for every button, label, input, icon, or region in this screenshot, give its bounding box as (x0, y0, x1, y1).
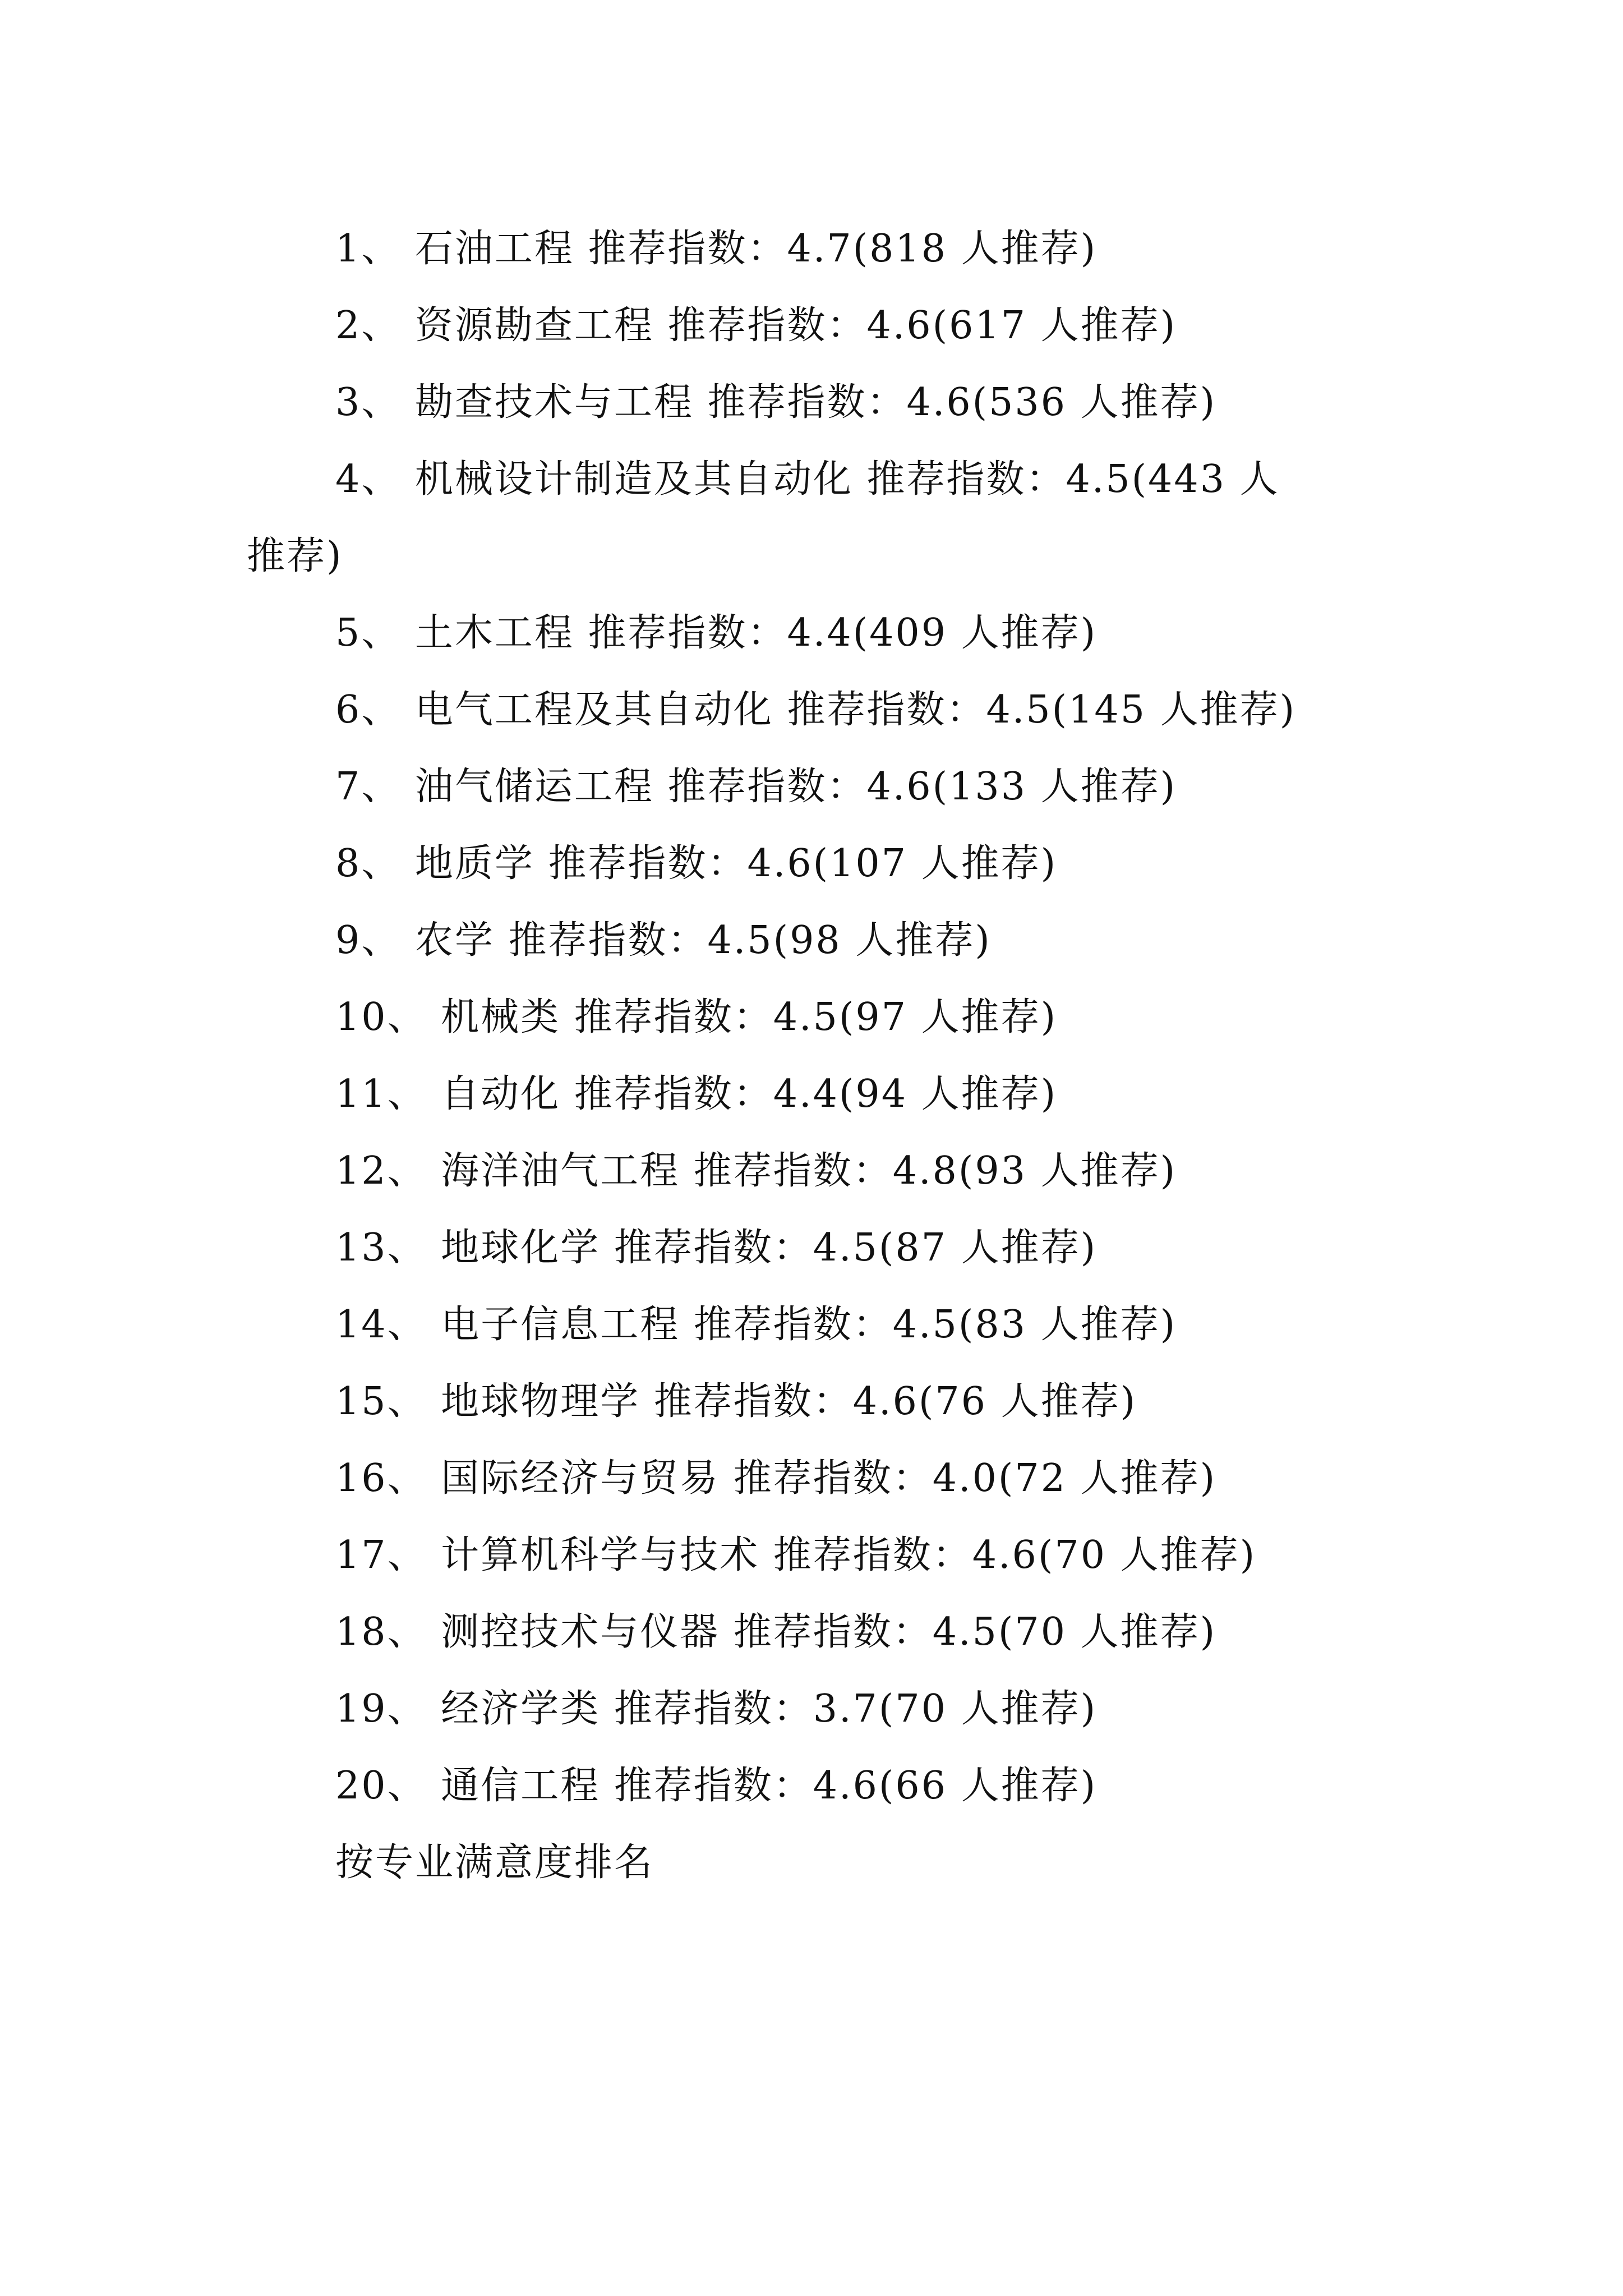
list-item (0, 1671, 1623, 1747)
list-item-text: 2、 资源勘查工程 推荐指数：4.6(617 人推荐) (335, 303, 1177, 348)
list-item (0, 825, 1623, 902)
list-item (0, 748, 1623, 825)
list-item (0, 1363, 1623, 1440)
list-item-text: 11、 自动化 推荐指数：4.4(94 人推荐) (335, 1072, 1058, 1116)
list-item (0, 364, 1623, 441)
list-item (0, 1747, 1623, 1824)
list-item (0, 1594, 1623, 1671)
major-ranking-list (0, 210, 1623, 1901)
list-item (0, 1517, 1623, 1594)
list-item (0, 441, 1623, 595)
list-item-text: 17、 计算机科学与技术 推荐指数：4.6(70 人推荐) (335, 1533, 1257, 1577)
list-item-text: 9、 农学 推荐指数：4.5(98 人推荐) (335, 918, 992, 963)
list-item (0, 287, 1623, 364)
list-item-text: 3、 勘查技术与工程 推荐指数：4.6(536 人推荐) (335, 380, 1217, 425)
list-item (0, 979, 1623, 1056)
list-item (0, 902, 1623, 979)
list-item-text: 7、 油气储运工程 推荐指数：4.6(133 人推荐) (335, 765, 1177, 809)
list-item-text: 13、 地球化学 推荐指数：4.5(87 人推荐) (335, 1226, 1098, 1270)
list-item-text: 16、 国际经济与贸易 推荐指数：4.0(72 人推荐) (335, 1456, 1217, 1501)
list-item-text: 8、 地质学 推荐指数：4.6(107 人推荐) (335, 841, 1058, 886)
list-item-text: 5、 土木工程 推荐指数：4.4(409 人推荐) (335, 611, 1098, 655)
list-item-text: 10、 机械类 推荐指数：4.5(97 人推荐) (335, 995, 1058, 1039)
list-item (0, 1209, 1623, 1286)
list-item-text: 6、 电气工程及其自动化 推荐指数：4.5(145 人推荐) (335, 688, 1297, 732)
list-item (0, 1286, 1623, 1363)
list-item-text: 14、 电子信息工程 推荐指数：4.5(83 人推荐) (335, 1303, 1177, 1347)
list-item (0, 595, 1623, 671)
list-item-text: 12、 海洋油气工程 推荐指数：4.8(93 人推荐) (335, 1149, 1177, 1193)
list-item (0, 210, 1623, 287)
list-item-text: 15、 地球物理学 推荐指数：4.6(76 人推荐) (335, 1379, 1137, 1424)
list-item-text: 19、 经济学类 推荐指数：3.7(70 人推荐) (335, 1687, 1098, 1731)
list-item (0, 1133, 1623, 1209)
list-item (0, 1440, 1623, 1517)
list-item-text-line1: 4、 机械设计制造及其自动化 推荐指数：4.5(443 人 (335, 457, 1280, 501)
section-heading (0, 1824, 1623, 1901)
list-item-text: 1、 石油工程 推荐指数：4.7(818 人推荐) (335, 227, 1098, 271)
list-item-text-line2: 推荐) (247, 534, 343, 578)
list-item-text: 20、 通信工程 推荐指数：4.6(66 人推荐) (335, 1764, 1098, 1808)
section-heading-text: 按专业满意度排名 (335, 1841, 654, 1885)
list-item (0, 1056, 1623, 1133)
list-item (0, 671, 1623, 748)
list-item-text: 18、 测控技术与仪器 推荐指数：4.5(70 人推荐) (335, 1610, 1217, 1654)
list-item-text (247, 441, 1468, 595)
